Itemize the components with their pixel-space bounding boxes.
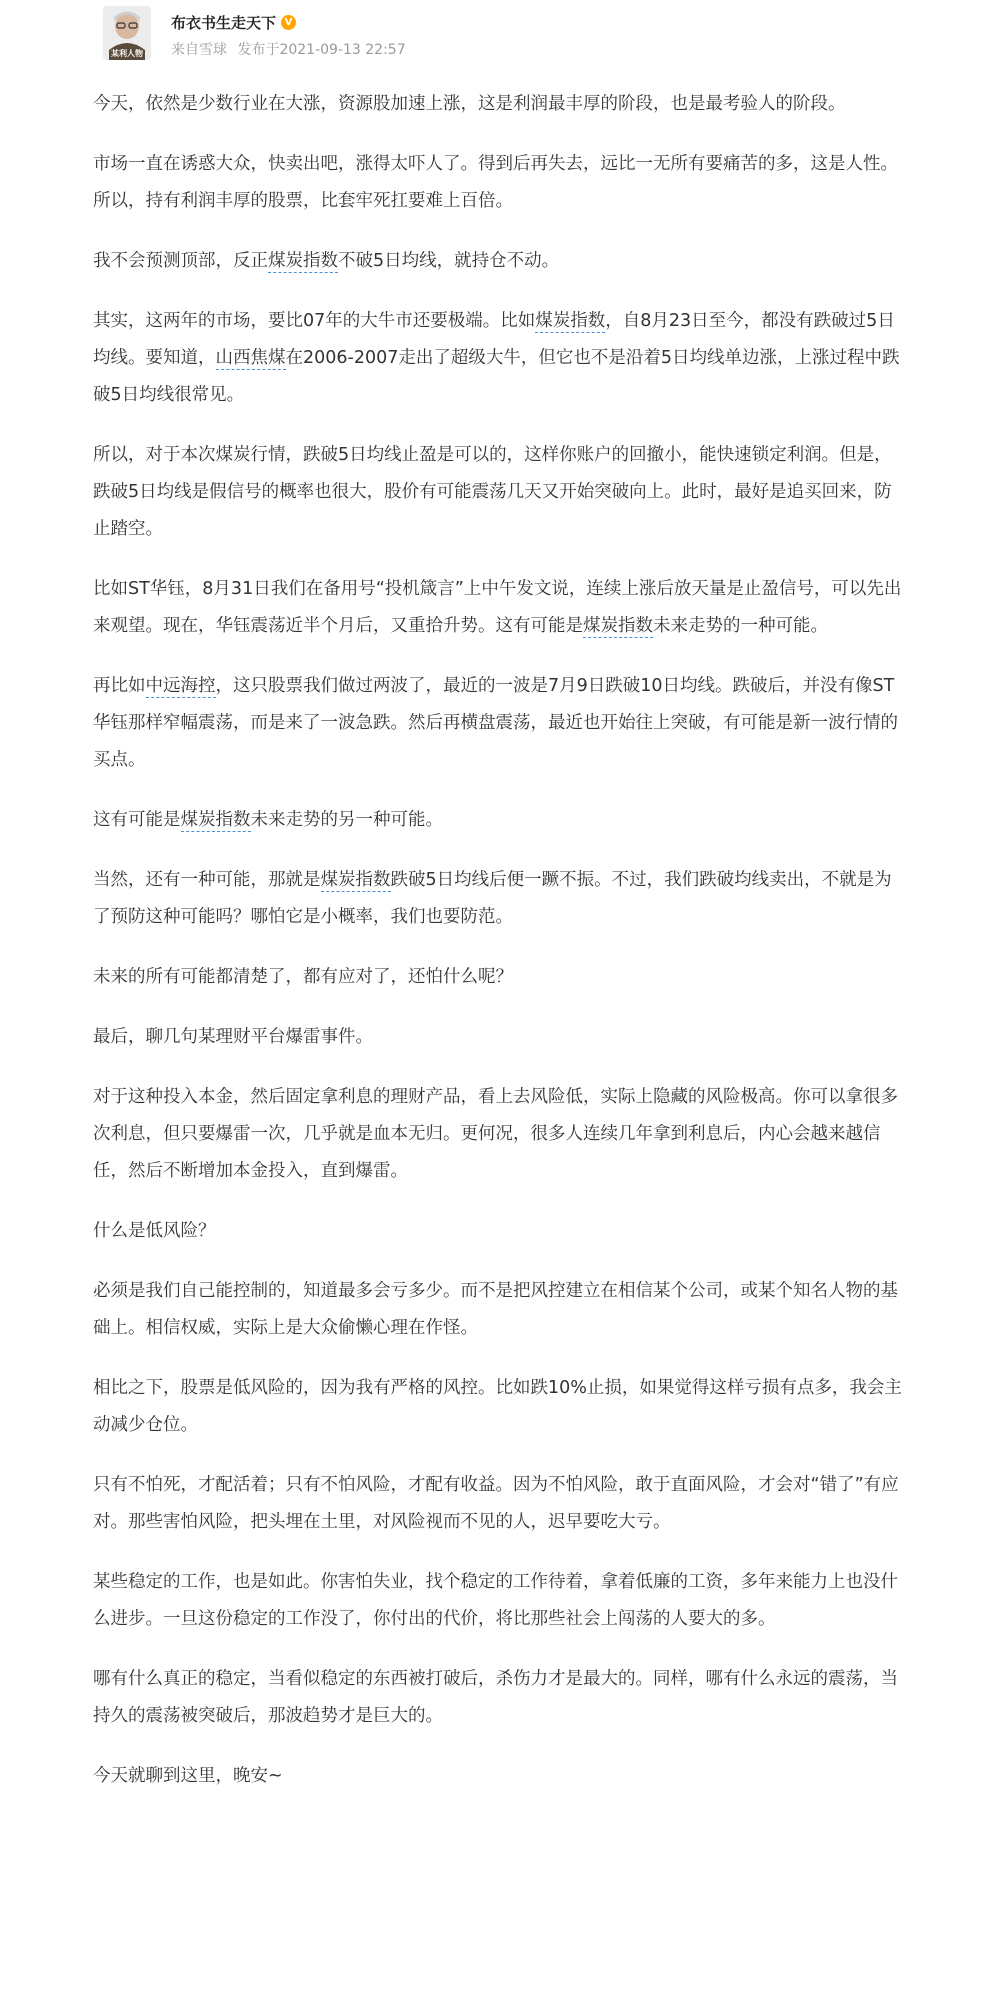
verified-badge-icon: V (281, 15, 296, 30)
post-source: 来自雪球 (171, 42, 227, 58)
paragraph-text: 跌破5日均线后便一蹶不振。不过，我们跌破均线卖出，不就是为了预防这种可能吗？哪怕它是小概率，我们也要防范。 (93, 870, 892, 927)
paragraph-text: 不破5日均线，就持仓不动。 (338, 251, 560, 271)
paragraph-text: 在2006-2007走出了超级大牛，但它也不是沿着5日均线单边涨，上涨过程中跌破5日均线很常见。 (93, 348, 900, 405)
article-paragraph (93, 1661, 909, 1735)
article-paragraph (93, 1213, 909, 1250)
avatar-caption: 某利人物 (111, 49, 143, 58)
stock-topic-link[interactable]: 中远海控 (145, 676, 216, 696)
post-timestamp: 发布于2021-09-13 22:57 (237, 42, 406, 58)
paragraph-text: 其实，这两年的市场，要比07年的大牛市还要极端。比如 (93, 311, 536, 331)
paragraph-text: 市场一直在诱惑大众，快卖出吧，涨得太吓人了。得到后再失去，远比一无所有要痛苦的多，这是人性。所以，持有利润丰厚的股票，比套牢死扛要难上百倍。 (93, 154, 898, 211)
article-paragraph (93, 802, 909, 839)
article-paragraph (93, 1019, 909, 1056)
stock-topic-link[interactable]: 煤炭指数 (268, 251, 338, 271)
paragraph-text: 未来走势的一种可能。 (653, 616, 828, 636)
article-paragraph (93, 862, 909, 936)
author-name[interactable]: 布衣书生走天下 (171, 13, 277, 32)
article-paragraph (93, 1079, 909, 1190)
paragraph-text: ，自8月23日至今，都没有跌破过5日均线。要知道， (93, 311, 895, 368)
paragraph-text: 哪有什么真正的稳定，当看似稳定的东西被打破后，杀伤力才是最大的。同样，哪有什么永远的震荡，当持久的震荡被突破后，那波趋势才是巨大的。 (93, 1669, 898, 1726)
paragraph-text: 未来的所有可能都清楚了，都有应对了，还怕什么呢？ (93, 967, 513, 987)
article-body (93, 86, 909, 1818)
paragraph-text: 所以，对于本次煤炭行情，跌破5日均线止盈是可以的，这样你账户的回撤小，能快速锁定利润。但是，跌破5日均线是假信号的概率也很大，股价有可能震荡几天又开始突破向上。此时，最好是追买回来，防止踏空。 (93, 445, 892, 539)
paragraph-text: 再比如 (93, 676, 146, 696)
article-paragraph (93, 1273, 909, 1347)
stock-topic-link[interactable]: 煤炭指数 (320, 870, 391, 890)
article-paragraph (93, 243, 909, 280)
post-meta (171, 39, 406, 59)
stock-topic-link[interactable]: 煤炭指数 (180, 810, 251, 830)
article-paragraph (93, 1758, 909, 1795)
paragraph-text: 必须是我们自己能控制的，知道最多会亏多少。而不是把风控建立在相信某个公司，或某个知名人物的基础上。相信权威，实际上是大众偷懒心理在作怪。 (93, 1281, 898, 1338)
author-row (171, 10, 296, 34)
paragraph-text: ，这只股票我们做过两波了，最近的一波是7月9日跌破10日均线。跌破后，并没有像ST华钰那样窄幅震荡，而是来了一波急跌。然后再横盘震荡，最近也开始往上突破，有可能是新一波行情的买点。 (93, 676, 898, 770)
article-paragraph (93, 1370, 909, 1444)
paragraph-text: 某些稳定的工作，也是如此。你害怕失业，找个稳定的工作待着，拿着低廉的工资，多年来能力上也没什么进步。一旦这份稳定的工作没了，你付出的代价，将比那些社会上闯荡的人要大的多。 (93, 1572, 898, 1629)
avatar[interactable] (103, 6, 151, 60)
paragraph-text: 这有可能是 (93, 810, 181, 830)
paragraph-text: 对于这种投入本金，然后固定拿利息的理财产品，看上去风险低，实际上隐藏的风险极高。你可以拿很多次利息，但只要爆雷一次，几乎就是血本无归。更何况，很多人连续几年拿到利息后，内心会越来越信任，然后不断增加本金投入，直到爆雷。 (93, 1087, 898, 1181)
article-paragraph (93, 437, 909, 548)
post-header (103, 6, 803, 62)
article-paragraph (93, 1467, 909, 1541)
paragraph-text: 什么是低风险？ (93, 1221, 216, 1241)
article-paragraph (93, 1564, 909, 1638)
article-paragraph (93, 303, 909, 414)
stock-topic-link[interactable]: 煤炭指数 (583, 616, 653, 636)
article-paragraph (93, 571, 909, 645)
article-paragraph (93, 146, 909, 220)
paragraph-text: 今天，依然是少数行业在大涨，资源股加速上涨，这是利润最丰厚的阶段，也是最考验人的阶段。 (93, 94, 846, 114)
article-paragraph (93, 668, 909, 779)
article-paragraph (93, 86, 909, 123)
paragraph-text: 相比之下，股票是低风险的，因为我有严格的风控。比如跌10%止损，如果觉得这样亏损有点多，我会主动减少仓位。 (93, 1378, 902, 1435)
stock-topic-link[interactable]: 煤炭指数 (535, 311, 606, 331)
paragraph-text: 比如ST华钰，8月31日我们在备用号“投机箴言”上中午发文说，连续上涨后放天量是止盈信号，可以先出来观望。现在，华钰震荡近半个月后，又重拾升势。这有可能是 (93, 579, 902, 636)
paragraph-text: 我不会预测顶部，反正 (93, 251, 268, 271)
paragraph-text: 当然，还有一种可能，那就是 (93, 870, 321, 890)
paragraph-text: 只有不怕死，才配活着；只有不怕风险，才配有收益。因为不怕风险，敢于直面风险，才会对“错了”有应对。那些害怕风险，把头埋在土里，对风险视而不见的人，迟早要吃大亏。 (93, 1475, 899, 1532)
paragraph-text: 今天就聊到这里，晚安~ (93, 1766, 283, 1786)
stock-topic-link[interactable]: 山西焦煤 (215, 348, 286, 368)
article-paragraph (93, 959, 909, 996)
paragraph-text: 未来走势的另一种可能。 (250, 810, 443, 830)
paragraph-text: 最后，聊几句某理财平台爆雷事件。 (93, 1027, 373, 1047)
